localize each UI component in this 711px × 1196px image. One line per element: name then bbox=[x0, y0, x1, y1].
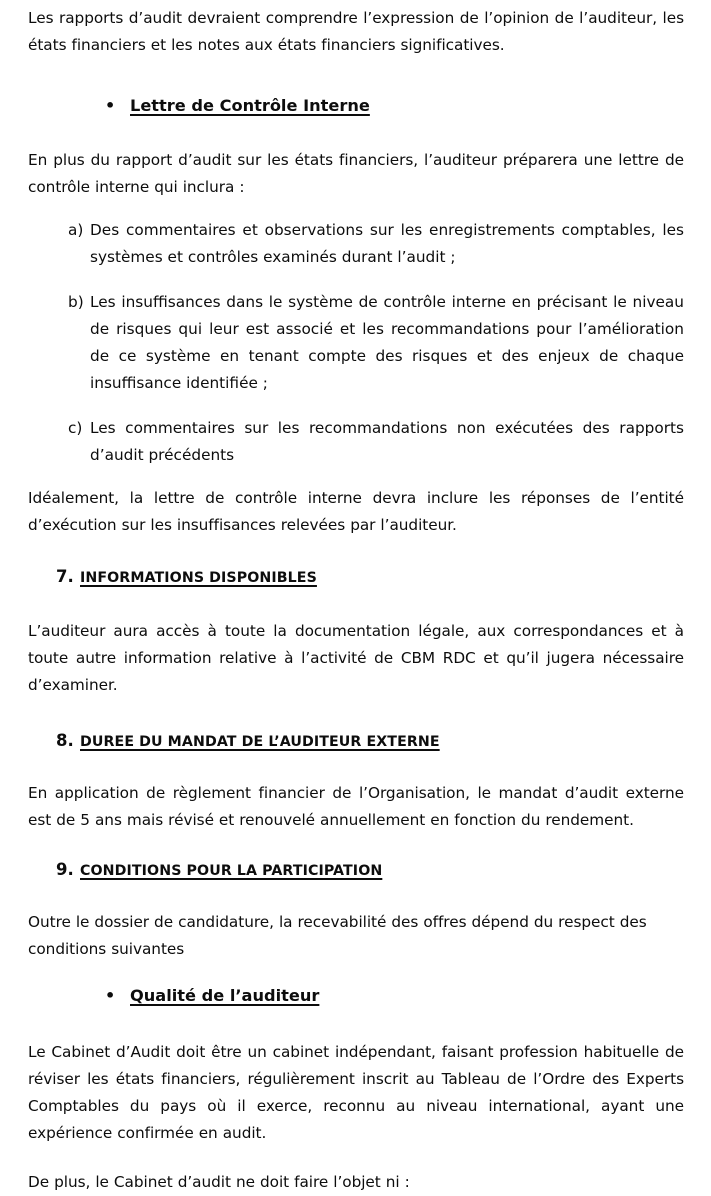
list-item-marker: b) bbox=[68, 293, 84, 311]
list-item bbox=[28, 415, 684, 469]
bullet-heading-qualite-auditeur bbox=[28, 983, 684, 1009]
spacer bbox=[28, 1147, 684, 1169]
section-title: DUREE DU MANDAT DE L’AUDITEUR EXTERNE bbox=[80, 734, 440, 750]
bullet-heading-label: Qualité de l’auditeur bbox=[130, 986, 320, 1005]
spacer bbox=[28, 699, 684, 729]
paragraph-lettre-intro: En plus du rapport d’audit sur les états financiers, l’auditeur préparera une lettre de contrôle interne qui inclura : bbox=[28, 151, 684, 196]
spacer bbox=[28, 539, 684, 565]
list-item-marker: c) bbox=[68, 419, 83, 437]
paragraph-ideal: Idéalement, la lettre de contrôle interne devra inclure les réponses de l’entité d’exécution sur les insuffisances relevées par l’auditeur. bbox=[28, 489, 684, 534]
bullet-heading-label: Lettre de Contrôle Interne bbox=[130, 96, 370, 115]
paragraph-cabinet-audit: Le Cabinet d’Audit doit être un cabinet indépendant, faisant profession habituelle de réviser les états financiers, régulièrement inscrit au Tableau de l’Ordre des Experts Comptables du pays où il exerce, reconnu au niveau international, ayant une expérience confirmée en audit. bbox=[28, 1043, 684, 1142]
section-number: 9. bbox=[56, 860, 74, 879]
section-title: INFORMATIONS DISPONIBLES bbox=[80, 570, 317, 586]
list-item-text: Les insuffisances dans le système de contrôle interne en précisant le niveau de risques qui leur est associé et les recommandations pour l’amélioration de ce système en tenant compte des risques et des enjeux de chaque insuffisance identifiée ; bbox=[90, 293, 684, 392]
lettered-list bbox=[28, 217, 684, 469]
paragraph-de-plus: De plus, le Cabinet d’audit ne doit faire l’objet ni : bbox=[28, 1173, 410, 1191]
section-heading-conditions-participation bbox=[28, 858, 684, 883]
list-item-text: Des commentaires et observations sur les enregistrements comptables, les systèmes et contrôles examinés durant l’audit ; bbox=[90, 221, 684, 266]
spacer bbox=[28, 119, 684, 147]
spacer bbox=[28, 590, 684, 618]
document-content bbox=[28, 5, 684, 1196]
paragraph-duree-mandat: En application de règlement financier de l’Organisation, le mandat d’audit externe est de 5 ans mais révisé et renouvelé annuellement en fonction du rendement. bbox=[28, 784, 684, 829]
list-item-text: Les commentaires sur les recommandations non exécutées des rapports d’audit précédents bbox=[90, 419, 684, 464]
list-item bbox=[28, 289, 684, 397]
paragraph-informations-disponibles: L’auditeur aura accès à toute la documentation légale, aux correspondances et à toute autre information relative à l’activité de CBM RDC et qu’il jugera nécessaire d’examiner. bbox=[28, 622, 684, 694]
spacer bbox=[28, 201, 684, 217]
section-heading-informations-disponibles bbox=[28, 565, 684, 590]
spacer bbox=[28, 469, 684, 485]
bullet-icon: • bbox=[105, 96, 116, 115]
section-heading-duree-mandat bbox=[28, 729, 684, 754]
bullet-icon: • bbox=[105, 986, 116, 1005]
paragraph-intro: Les rapports d’audit devraient comprendre l’expression de l’opinion de l’auditeur, les états financiers et les notes aux états financiers significatives. bbox=[28, 9, 684, 54]
list-item-marker: a) bbox=[68, 221, 84, 239]
section-title: CONDITIONS POUR LA PARTICIPATION bbox=[80, 863, 383, 879]
bullet-heading-lettre-controle-interne bbox=[28, 93, 684, 119]
spacer bbox=[28, 883, 684, 909]
spacer bbox=[28, 1009, 684, 1039]
spacer bbox=[28, 754, 684, 780]
spacer bbox=[28, 59, 684, 93]
list-item bbox=[28, 217, 684, 271]
spacer bbox=[28, 834, 684, 858]
section-number: 7. bbox=[56, 567, 74, 586]
paragraph-conditions: Outre le dossier de candidature, la recevabilité des offres dépend du respect des conditions suivantes bbox=[28, 913, 647, 958]
section-number: 8. bbox=[56, 731, 74, 750]
spacer bbox=[28, 963, 684, 983]
